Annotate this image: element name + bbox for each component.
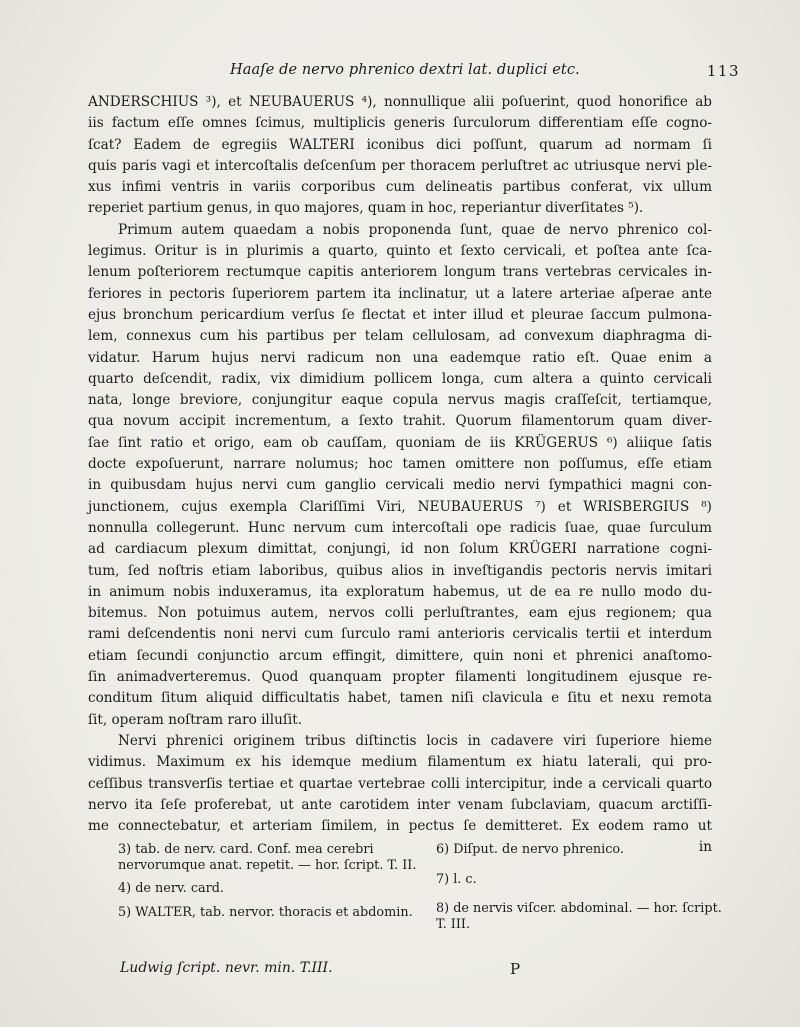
page-number: 113	[706, 62, 740, 80]
text-line: lenum poſteriorem rectumque capitis anteriorem longum trans vertebras cervicales in-	[88, 264, 712, 281]
running-header	[230, 62, 740, 82]
footnote: 7) l. c.	[436, 871, 477, 887]
signature-mark: Ludwig ſcript. nevr. min. T.III.	[120, 960, 333, 976]
text-line: quarto deſcendit, radix, vix dimidium pollicem longa, cum altera a quinto cervicali	[88, 370, 712, 387]
text-line: nervo ita ſeſe proferebat, ut ante carotidem inter venam ſubclaviam, quacum arctiſſi-	[88, 796, 712, 813]
footnote: 6) Diſput. de nervo phrenico.	[436, 842, 624, 857]
gathering-signature: P	[510, 960, 521, 978]
footnote: 3) tab. de nerv. card. Conf. mea cerebri nervorumque anat. repetit. — hor. ſcript. T. II.	[118, 842, 417, 873]
text-line: etiam ſecundi conjunctio arcum effingit, dimittere, quin noni et phrenici anaſtomo-	[88, 647, 712, 664]
text-line: ad cardiacum plexum dimittat, conjungi, id non ſolum KRÜGERI narratione cogni-	[88, 541, 712, 558]
text-line: ejus bronchum pericardium verſus ſe flectat et inter illud et pleurae ſaccum pulmona-	[88, 306, 712, 323]
footnotes-left-column	[118, 842, 418, 928]
text-line: ſcat? Eadem de egregiis WALTERI iconibus dici poſſunt, quarum ad normam ſi	[88, 136, 712, 153]
body-text	[88, 92, 712, 859]
text-line: legimus. Oritur is in plurimis a quarto, quinto et ſexto cervicali, et poſtea ante ſca-	[88, 243, 712, 260]
text-line: ANDERSCHIUS ³), et NEUBAUERUS ⁴), nonnullique alii poſuerint, quod honorifice ab	[88, 94, 712, 110]
text-line: conditum ſitum aliquid difficultatis habet, tamen niſi clavicula e ſitu et nexu remota	[88, 690, 712, 707]
text-line: nata, longe breviore, conjungitur eaque copula nervus magis craſſeſcit, tertiamque,	[88, 392, 712, 409]
text-line: quis paris vagi et intercoſtalis deſcenſum per thoracem perluſtret ac utriusque nervi ple-	[88, 157, 712, 174]
text-line: tum, ſed noſtris etiam laboribus, quibus alios in inveſtigandis pectoris nervis imitari	[88, 562, 712, 579]
text-line: bitemus. Non potuimus autem, nervos colli perluſtrantes, eam ejus regionem; qua	[88, 605, 712, 622]
text-line: ſit, operam noſtram raro illuſit.	[88, 711, 303, 728]
running-title: Haaſe de nervo phrenico dextri lat. duplici etc.	[230, 62, 580, 78]
footnote: 8) de nervis viſcer. abdominal. — hor. ſcript. T. III.	[436, 901, 722, 932]
text-line: in animum nobis induxeramus, ita exploratum habemus, ut de ea re nullo modo du-	[88, 583, 712, 600]
text-line: Nervi phrenici originem tribus diſtinctis locis in cadavere viri ſuperiore hieme	[118, 732, 712, 749]
text-line: xus infimi ventris in variis corporibus cum delineatis partibus conferat, vix ullum	[88, 179, 712, 196]
text-line: in quibusdam hujus nervi cum ganglio cervicali medio nervi ſympathici magni con-	[88, 477, 712, 494]
text-line: qua novum accipit incrementum, a ſexto trahit. Quorum filamentorum quam diver-	[88, 413, 712, 430]
text-line: ſin animadverteremus. Quod quanquam propter filamenti longitudinem ejusque re-	[88, 669, 712, 686]
text-line: docte expoſuerunt, narrare nolumus; hoc tamen omittere non poſſumus, eſſe etiam	[88, 456, 712, 473]
footnotes-right-column	[436, 842, 724, 940]
text-line: reperiet partium genus, in quo majores, quam in hoc, reperiantur diverſitates ⁵).	[88, 200, 644, 217]
text-line: me connectebatur, et arteriam ſimilem, in pectus ſe demitteret. Ex eodem ramo ut	[88, 818, 712, 835]
text-line: junctionem, cujus exempla Clariſſimi Viri, NEUBAUERUS ⁷) et WRISBERGIUS ⁸)	[88, 498, 712, 515]
text-line: ſae ſint ratio et origo, eam ob cauſſam, quoniam de iis KRÜGERUS ⁶) aliique ſatis	[88, 434, 712, 451]
text-line: lem, connexus cum his partibus per telam cellulosam, ad convexum diaphragma di-	[88, 328, 712, 345]
text-line: Primum autem quaedam a nobis proponenda ſunt, quae de nervo phrenico col-	[118, 221, 712, 238]
text-line: iis factum eſſe omnes ſcimus, multiplicis generis ſurculorum differentiam eſſe cogno-	[88, 115, 712, 132]
text-line: rami deſcendentis noni nervi cum ſurculo rami anterioris cervicalis tertii et interdum	[88, 626, 712, 643]
text-line: nonnulla collegerunt. Hunc nervum cum intercoſtali ope radicis ſuae, quae ſurculum	[88, 519, 712, 536]
text-line: vidatur. Harum hujus nervi radicum non una eademque ratio eſt. Quae enim a	[88, 349, 712, 366]
text-line: feriores in pectoris ſuperiorem partem ita inclinatur, ut a latere arteriae aſperae ante	[88, 285, 712, 302]
text-line: in	[698, 839, 712, 856]
text-line: vidimus. Maximum ex his idemque medium filamentum ex hiatu laterali, qui pro-	[88, 754, 712, 771]
footnote: 5) WALTER, tab. nervor. thoracis et abdomin.	[118, 904, 413, 920]
footnote: 4) de nerv. card.	[118, 881, 224, 896]
page-footer	[120, 960, 640, 980]
text-line: ceſſibus transverſis tertiae et quartae vertebrae colli intercipitur, inde a cervicali quarto	[88, 775, 712, 792]
